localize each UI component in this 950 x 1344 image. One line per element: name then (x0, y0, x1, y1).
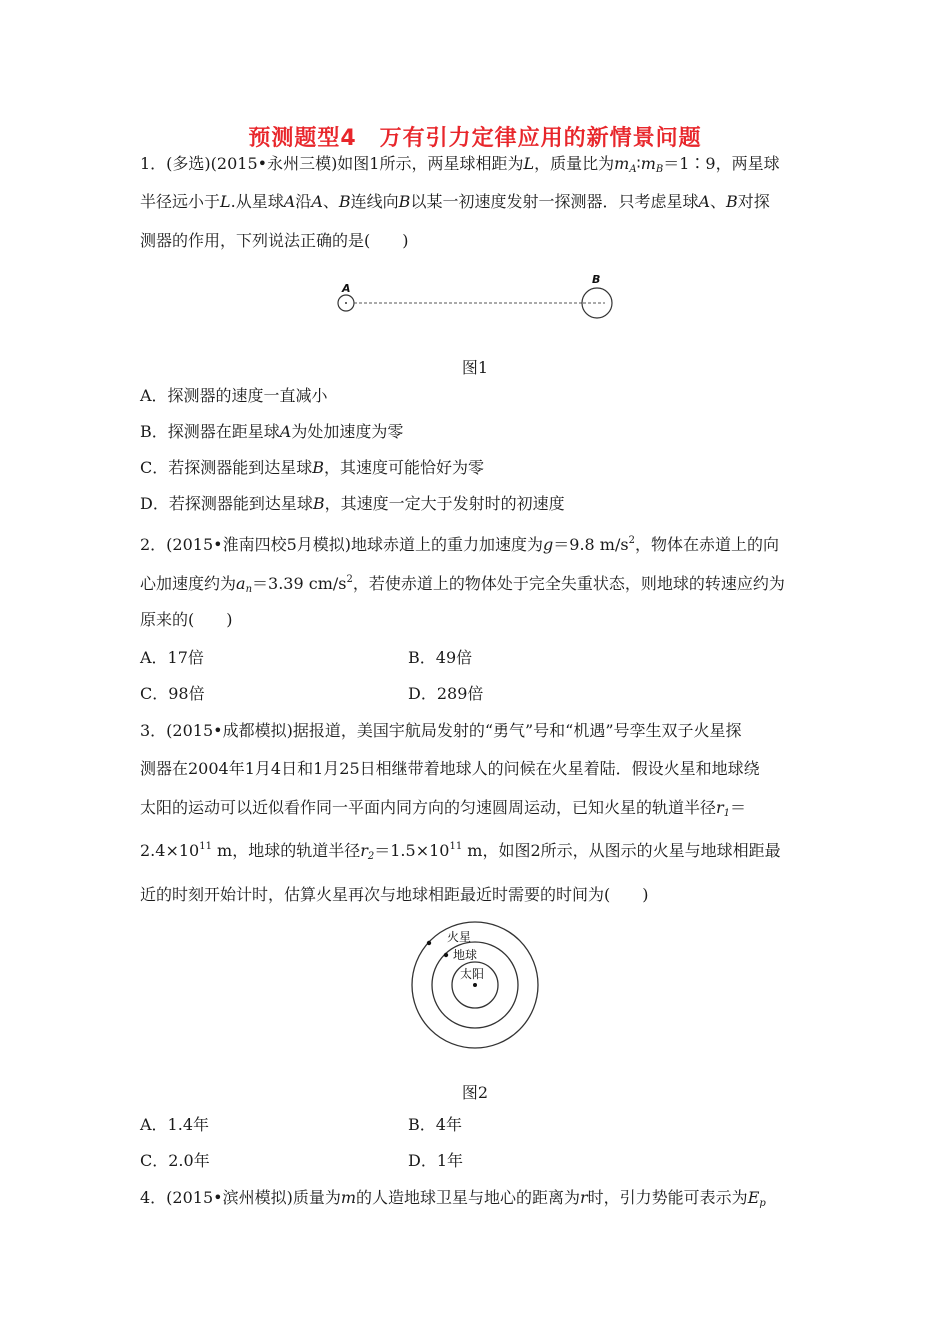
q4-var: r (580, 1188, 588, 1207)
q1-var: L (220, 192, 231, 211)
q1-line-2 (140, 191, 812, 213)
q3-var: r (716, 798, 724, 817)
q1-var: B (312, 458, 325, 477)
q1-var: A (279, 422, 292, 441)
q2-line-2 (140, 569, 812, 601)
q1-text: 、 (322, 192, 339, 211)
q1-option-c (140, 457, 812, 479)
q3-line-4 (140, 836, 812, 868)
mars-label: 火星 (447, 930, 472, 944)
q1-text: ∶ (636, 154, 641, 173)
q1-text: 、 (710, 192, 727, 211)
q3-text: ＝1.5×10 (374, 841, 450, 860)
figure-1-label-a: A (342, 282, 351, 295)
q3-line-2: 测器在2004年1月4日和1月25日相继带着地球人的问候在火星着陆．假设火星和地球绕 (140, 759, 760, 778)
q2-superscript: 2 (346, 574, 353, 585)
q2-text: ，若使赤道上的物体处于完全失重状态，则地球的转速应约为 (352, 574, 785, 593)
q3-text: 太阳的运动可以近似看作同一平面内同方向的匀速圆周运动，已知火星的轨道半径 (140, 798, 717, 817)
q2-line-1 (140, 530, 812, 556)
q2-option-c: C．98倍 (140, 684, 205, 703)
q1-var: L (523, 154, 535, 173)
figure-2-caption: 图2 (461, 1083, 489, 1102)
q1-subscript: A (629, 164, 637, 175)
q1-text: 以某一初速度发射一探测器．只考虑星球 (410, 192, 699, 211)
q1-text: ＝1∶9，两星球 (663, 154, 780, 173)
q1-var: B (338, 192, 351, 211)
q1-text: 连线向 (350, 192, 399, 211)
q3-text: 2.4×10 (140, 841, 200, 860)
q2-option-d: D．289倍 (408, 684, 484, 703)
q1-option-text: 为处加速度为零 (291, 422, 404, 441)
q4-var: m (340, 1188, 356, 1207)
q1-option-a: A．探测器的速度一直减小 (140, 386, 328, 405)
q2-var: a (236, 574, 246, 593)
q3-subscript: 2 (367, 851, 375, 862)
q3-line-1: 3．(2015•成都模拟)据报道，美国宇航局发射的“勇气”号和“机遇”号孪生双子火星探 (140, 721, 742, 740)
q1-subscript: B (655, 164, 664, 175)
q3-option-d: D．1年 (408, 1151, 464, 1170)
q1-var: B (312, 494, 325, 513)
q3-subscript: 1 (723, 808, 731, 819)
q1-var: B (398, 192, 411, 211)
sun-dot (473, 983, 477, 987)
q4-text: 的人造地球卫星与地心的距离为 (356, 1188, 581, 1207)
q1-text: 半径远小于 (140, 192, 221, 211)
q4-subscript: p (759, 1198, 766, 1209)
q2-subscript: n (245, 584, 253, 595)
q1-var: A (698, 192, 711, 211)
q2-var: g (543, 535, 554, 554)
q4-var: E (747, 1188, 760, 1207)
q1-option-text: ，其速度可能恰好为零 (324, 458, 485, 477)
q3-text: m，地球的轨道半径 (211, 841, 361, 860)
q1-var: A (311, 192, 323, 211)
q3-option-a: A．1.4年 (140, 1115, 210, 1134)
q1-text: 沿 (295, 192, 312, 211)
q1-var: m (614, 154, 630, 173)
q3-option-c: C．2.0年 (140, 1151, 210, 1170)
q1-option-text: ，其速度一定大于发射时的初速度 (324, 494, 565, 513)
earth-label: 地球 (453, 948, 478, 962)
q1-var: A (283, 192, 296, 211)
q1-option-d (140, 493, 812, 515)
q3-line-3 (140, 797, 812, 825)
q1-option-text: B．探测器在距星球 (140, 422, 280, 441)
q2-line-3: 原来的( ) (140, 610, 233, 629)
q2-text: ＝3.39 cm/s (252, 574, 347, 593)
q3-line-5: 近的时刻开始计时，估算火星再次与地球相距最近时需要的时间为( ) (140, 885, 649, 904)
q2-text: 心加速度约为 (140, 574, 237, 593)
q2-text: 2．(2015•淮南四校5月模拟)地球赤道上的重力加速度为 (140, 535, 544, 554)
q3-option-b: B．4年 (408, 1115, 462, 1134)
q2-option-a: A．17倍 (140, 648, 204, 667)
q3-superscript: 11 (449, 841, 463, 852)
sun-label: 太阳 (460, 967, 485, 981)
q1-text: 1．(多选)(2015•永州三模)如图1所示，两星球相距为 (140, 154, 524, 173)
q1-option-text: C．若探测器能到达星球 (140, 458, 313, 477)
q2-text: ＝9.8 m/s (553, 535, 629, 554)
star-b-circle (582, 288, 612, 318)
q3-text: ＝ (730, 798, 747, 817)
star-a-center (345, 302, 347, 304)
q1-var: B (726, 192, 738, 211)
q1-text: 对探 (737, 192, 770, 211)
q1-text: .从星球 (230, 192, 284, 211)
q1-option-b (140, 421, 812, 443)
q2-superscript: 2 (628, 535, 635, 546)
figure-1-label-b: B (592, 273, 601, 286)
figure-1-caption: 图1 (461, 358, 489, 377)
q3-text: m，如图2所示，从图示的火星与地球相距最 (462, 841, 781, 860)
mars-dot (427, 941, 431, 945)
q1-option-text: D．若探测器能到达星球 (140, 494, 313, 513)
q1-line-1 (140, 153, 812, 181)
page-title: 预测题型4 万有引力定律应用的新情景问题 (248, 126, 702, 151)
q4-line-1 (140, 1187, 812, 1215)
figure-2-orbit-diagram (402, 920, 552, 1060)
q4-text: 时，引力势能可表示为 (587, 1188, 748, 1207)
q1-line-3: 测器的作用，下列说法正确的是( ) (140, 231, 409, 250)
q1-text: ，质量比为 (534, 154, 615, 173)
q2-text: ，物体在赤道上的向 (634, 535, 779, 554)
q3-var: r (360, 841, 368, 860)
figure-1-diagram (320, 266, 630, 326)
earth-dot (444, 953, 448, 957)
q4-text: 4．(2015•滨州模拟)质量为 (140, 1188, 341, 1207)
q2-option-b: B．49倍 (408, 648, 473, 667)
q1-var: m (640, 154, 656, 173)
q3-superscript: 11 (199, 841, 212, 852)
